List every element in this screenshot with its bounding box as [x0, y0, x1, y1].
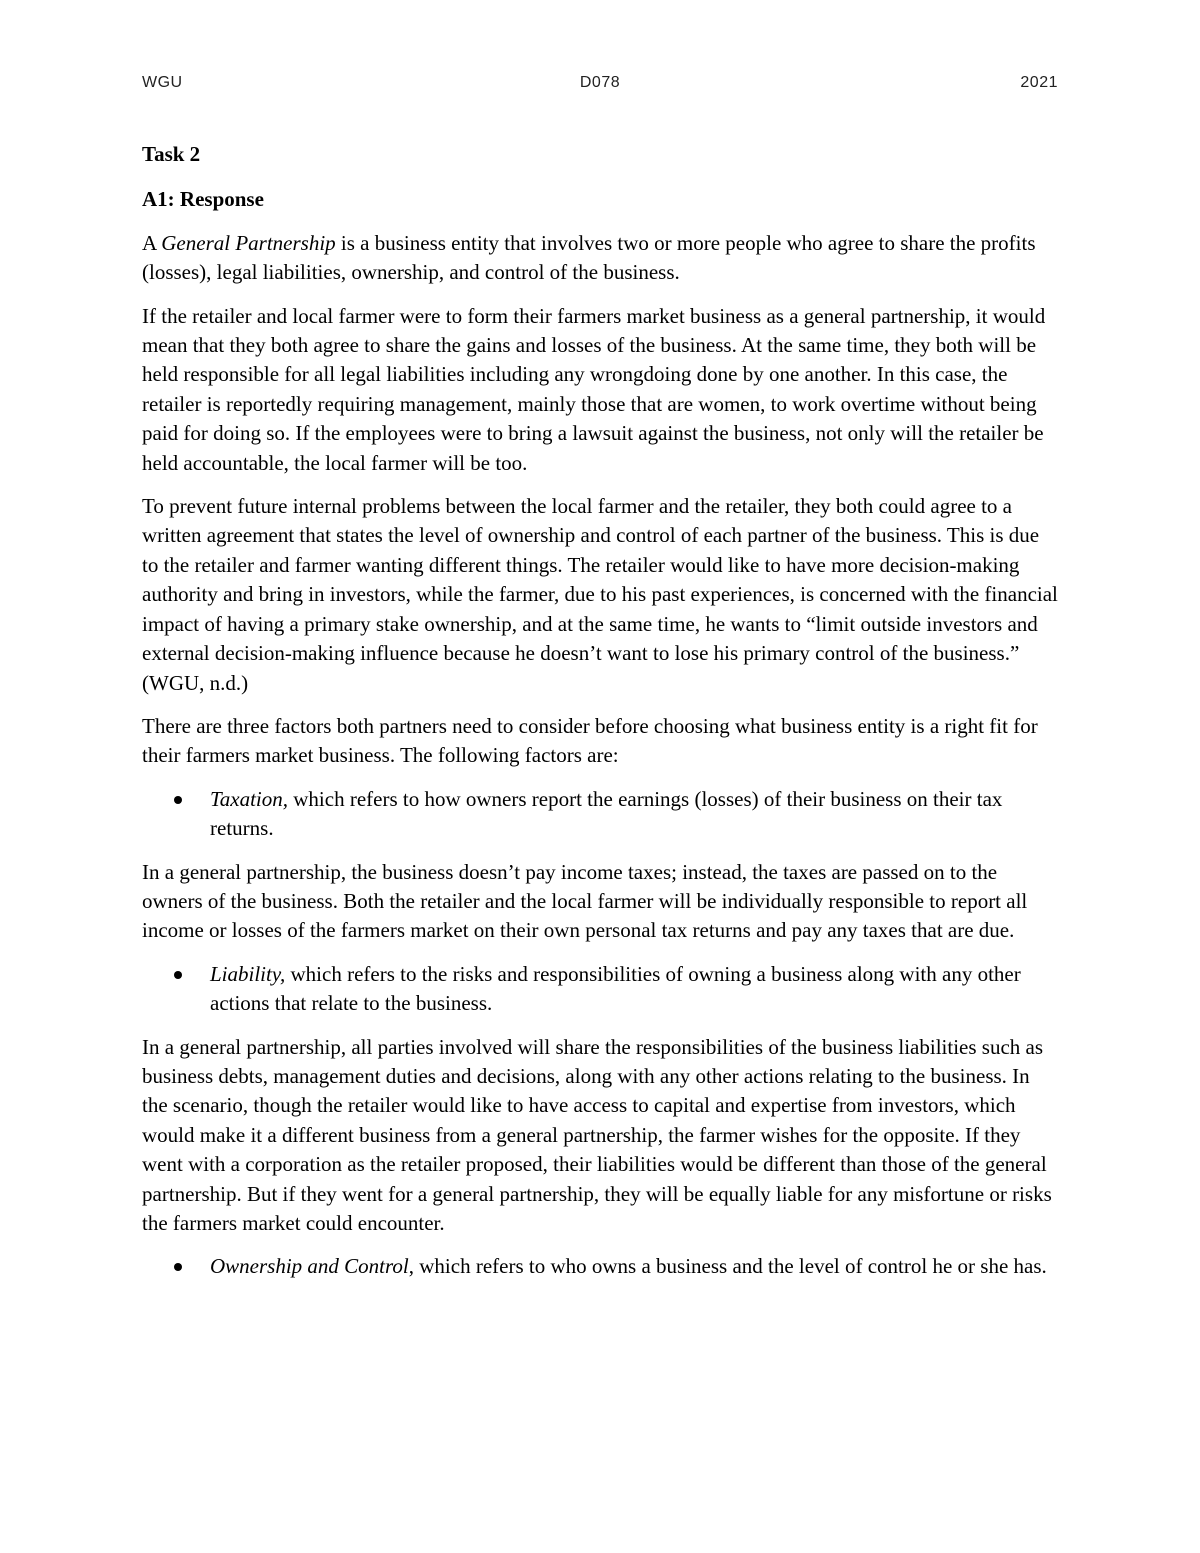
- bullet-text: , which refers to who owns a business and the level of control he or she has.: [408, 1254, 1047, 1279]
- paragraph-liability: In a general partnership, all parties involved will share the responsibilities of the business liabilities such as business debts, management duties and decisions, along with any other actions relating to the business. In the scenario, though the retailer would like to have access to capital and expertise from investors, which would make it a different business from a general partnership, the farmer wishes for the opposite. If they went with a corporation as the retailer proposed, their liabilities would be different than those of the general partnership. But if they went for a general partnership, they will be equally liable for any misfortune or risks the farmers market could encounter.: [142, 1034, 1052, 1235]
- document-title: Task 2: [142, 142, 201, 166]
- bullet-icon: [174, 796, 182, 804]
- intro-term: General Partnership: [161, 230, 336, 255]
- intro-lead: A: [142, 230, 162, 255]
- bullet-icon: [174, 971, 182, 979]
- intro-paragraph: [142, 229, 1060, 288]
- bullet-term: Liability,: [210, 961, 286, 986]
- paragraph-partnership-effects: If the retailer and local farmer were to form their farmers market business as a general partnership, it would mean that they both agree to share the gains and losses of the business. At the same time, they both will be held responsible for all legal liabilities including any wrongdoing done by one another. In this case, the retailer is reportedly requiring management, mainly those that are women, to work overtime without being paid for doing so. If the employees were to bring a lawsuit against the business, not only will the retailer be held accountable, the local farmer will be too.: [142, 303, 1046, 475]
- header-center: D078: [579, 74, 621, 91]
- paragraph-taxation: In a general partnership, the business doesn’t pay income taxes; instead, the taxes are passed on to the owners of the business. Both the retailer and the local farmer will be individually responsible to report all income or losses of the farmers market on their own personal tax returns and pay any taxes that are due.: [142, 859, 1028, 943]
- header-left: WGU: [142, 74, 183, 91]
- bullet-term: Taxation,: [210, 786, 288, 811]
- paragraph-factors-intro: There are three factors both partners need to consider before choosing what business entity is a right fit for their farmers market business. The following factors are:: [142, 713, 1038, 768]
- paragraph-written-agreement: To prevent future internal problems between the local farmer and the retailer, they both could agree to a written agreement that states the level of ownership and control of each partner of the business. This is due to the retailer and farmer wanting different things. The retailer would like to have more decision-making authority and bring in investors, while the farmer, due to his past experiences, is concerned with the financial impact of having a primary stake ownership, and at the same time, he wants to “limit outside investors and external decision-making influence because he doesn’t want to lose his primary control of the business.” (WGU, n.d.): [142, 494, 1058, 695]
- bullet-text: which refers to the risks and responsibilities of owning a business along with any other actions that relate to the business.: [210, 961, 1021, 1016]
- header-right: 2021: [1020, 74, 1058, 91]
- bullet-item-ownership: [142, 1252, 1060, 1281]
- section-heading: A1: Response: [142, 187, 264, 212]
- bullet-icon: [174, 1263, 182, 1271]
- bullet-term: Ownership and Control: [210, 1254, 409, 1279]
- document-body: [142, 140, 1060, 1296]
- bullet-text: which refers to how owners report the earnings (losses) of their business on their tax returns.: [210, 786, 1003, 841]
- bullet-item-liability: [142, 960, 1060, 1019]
- intro-rest: is a business entity that involves two or more people who agree to share the profits (losses), legal liabilities, ownership, and control of the business.: [142, 230, 1036, 285]
- bullet-item-taxation: [142, 785, 1060, 844]
- page-header: [142, 74, 1058, 100]
